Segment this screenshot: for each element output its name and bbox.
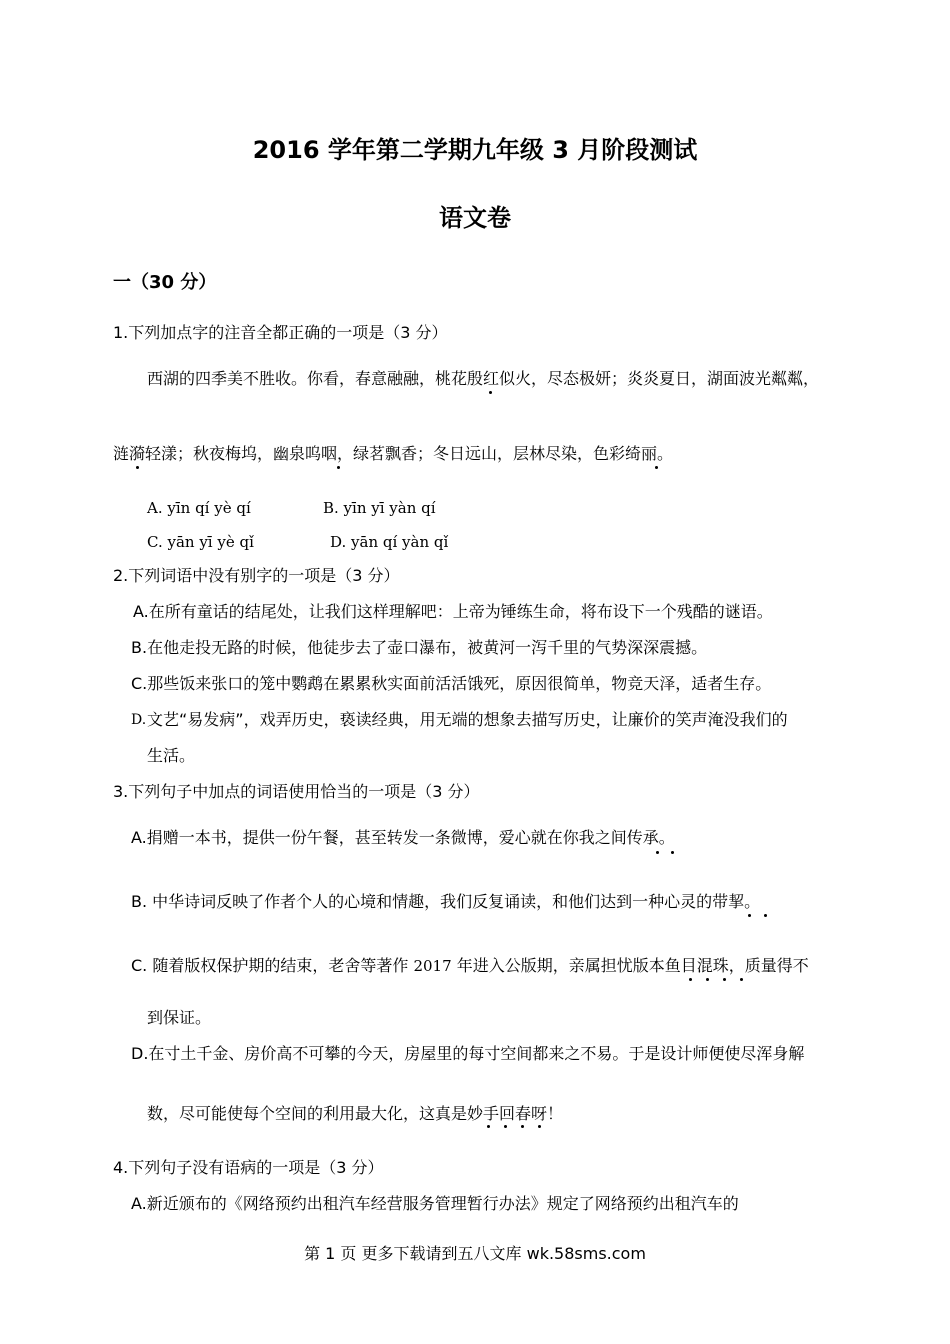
emphasis-dot: [337, 466, 340, 469]
q1-option-b: B. yīn yī yàn qí: [323, 499, 436, 517]
q3-stem: 3.下列句子中加点的词语使用恰当的一项是（3 分）: [113, 782, 480, 801]
q2-option-d-line1: 文艺“易发病”，戏弄历史，亵读经典，用无端的想象去描写历史，让廉价的笑声淹没我们的: [147, 710, 788, 729]
q3-option-c-line1: [131, 956, 809, 976]
q1-option-d: D. yān qí yàn qǐ: [330, 533, 449, 551]
q3-option-a: A.捐赠一本书，提供一份午餐，甚至转发一条微博，爱心就在你我之间传承。: [131, 828, 675, 847]
emphasis-dot: [748, 914, 751, 917]
emphasis-dot: [521, 1125, 524, 1128]
q3-option-d-line2: 数，尽可能使每个空间的利用最大化，这真是妙手回春呀！: [147, 1104, 564, 1123]
q3-option-c-text-post: 年进入公版期，亲属担忧版本鱼目混珠，质量得不: [451, 956, 809, 975]
section-heading: 一（30 分）: [113, 272, 217, 293]
q1-passage-line1: 西湖的四季美不胜收。你看，春意融融，桃花殷红似火，尽态极妍；炎炎夏日，湖面波光粼粼，: [147, 369, 820, 388]
q2-option-d-label: D.: [131, 712, 147, 728]
q2-option-a: A.在所有童话的结尾处，让我们这样理解吧：上帝为锤练生命，将布设下一个残酷的谜语。: [133, 602, 773, 621]
page-subtitle: 语文卷: [439, 204, 511, 232]
q2-option-d-line2: 生活。: [147, 746, 196, 765]
emphasis-dot: [764, 914, 767, 917]
emphasis-dot: [740, 978, 743, 981]
q4-stem: 4.下列句子没有语病的一项是（3 分）: [113, 1158, 384, 1177]
q3-option-c-text-pre: C. 随着版权保护期的结束，老舍等著作: [131, 956, 414, 975]
q3-option-c-line2: 到保证。: [147, 1008, 212, 1027]
q1-option-c: C. yān yī yè qǐ: [147, 533, 254, 551]
q2-option-c: C.那些饭来张口的笼中鹦鹉在累累秋实面前活活饿死，原因很简单，物竞天泽，适者生存。: [131, 674, 772, 693]
q3-option-b: B. 中华诗词反映了作者个人的心境和情趣，我们反复诵读，和他们达到一种心灵的带挈。: [131, 892, 761, 911]
page-footer: 第 1 页 更多下载请到五八文库 wk.58sms.com: [304, 1244, 646, 1263]
emphasis-dot: [689, 978, 692, 981]
q1-option-a: A. yīn qí yè qí: [147, 499, 251, 517]
q4-option-a-line1: A.新近颁布的《网络预约出租汽车经营服务管理暂行办法》规定了网络预约出租汽车的: [131, 1194, 739, 1213]
q1-passage-line2: 涟漪轻漾；秋夜梅坞，幽泉呜咽，绿茗飘香；冬日远山，层林尽染，色彩绮丽。: [113, 444, 674, 463]
q3-option-c-year: 2017: [413, 957, 452, 975]
emphasis-dot: [538, 1125, 541, 1128]
emphasis-dot: [489, 391, 492, 394]
q1-stem: 1.下列加点字的注音全都正确的一项是（3 分）: [113, 323, 448, 342]
q2-option-b: B.在他走投无路的时候，他徒步去了壶口瀑布，被黄河一泻千里的气势深深震撼。: [131, 638, 708, 657]
emphasis-dot: [671, 851, 674, 854]
q2-stem: 2.下列词语中没有别字的一项是（3 分）: [113, 566, 400, 585]
emphasis-dot: [504, 1125, 507, 1128]
emphasis-dot: [706, 978, 709, 981]
emphasis-dot: [655, 466, 658, 469]
emphasis-dot: [136, 466, 139, 469]
emphasis-dot: [723, 978, 726, 981]
emphasis-dot: [487, 1125, 490, 1128]
emphasis-dot: [656, 851, 659, 854]
page-title: 2016 学年第二学期九年级 3 月阶段测试: [252, 136, 698, 164]
q3-option-d-line1: D.在寸土千金、房价高不可攀的今天，房屋里的每寸空间都来之不易。于是设计师便使尽浑身解: [131, 1044, 805, 1063]
